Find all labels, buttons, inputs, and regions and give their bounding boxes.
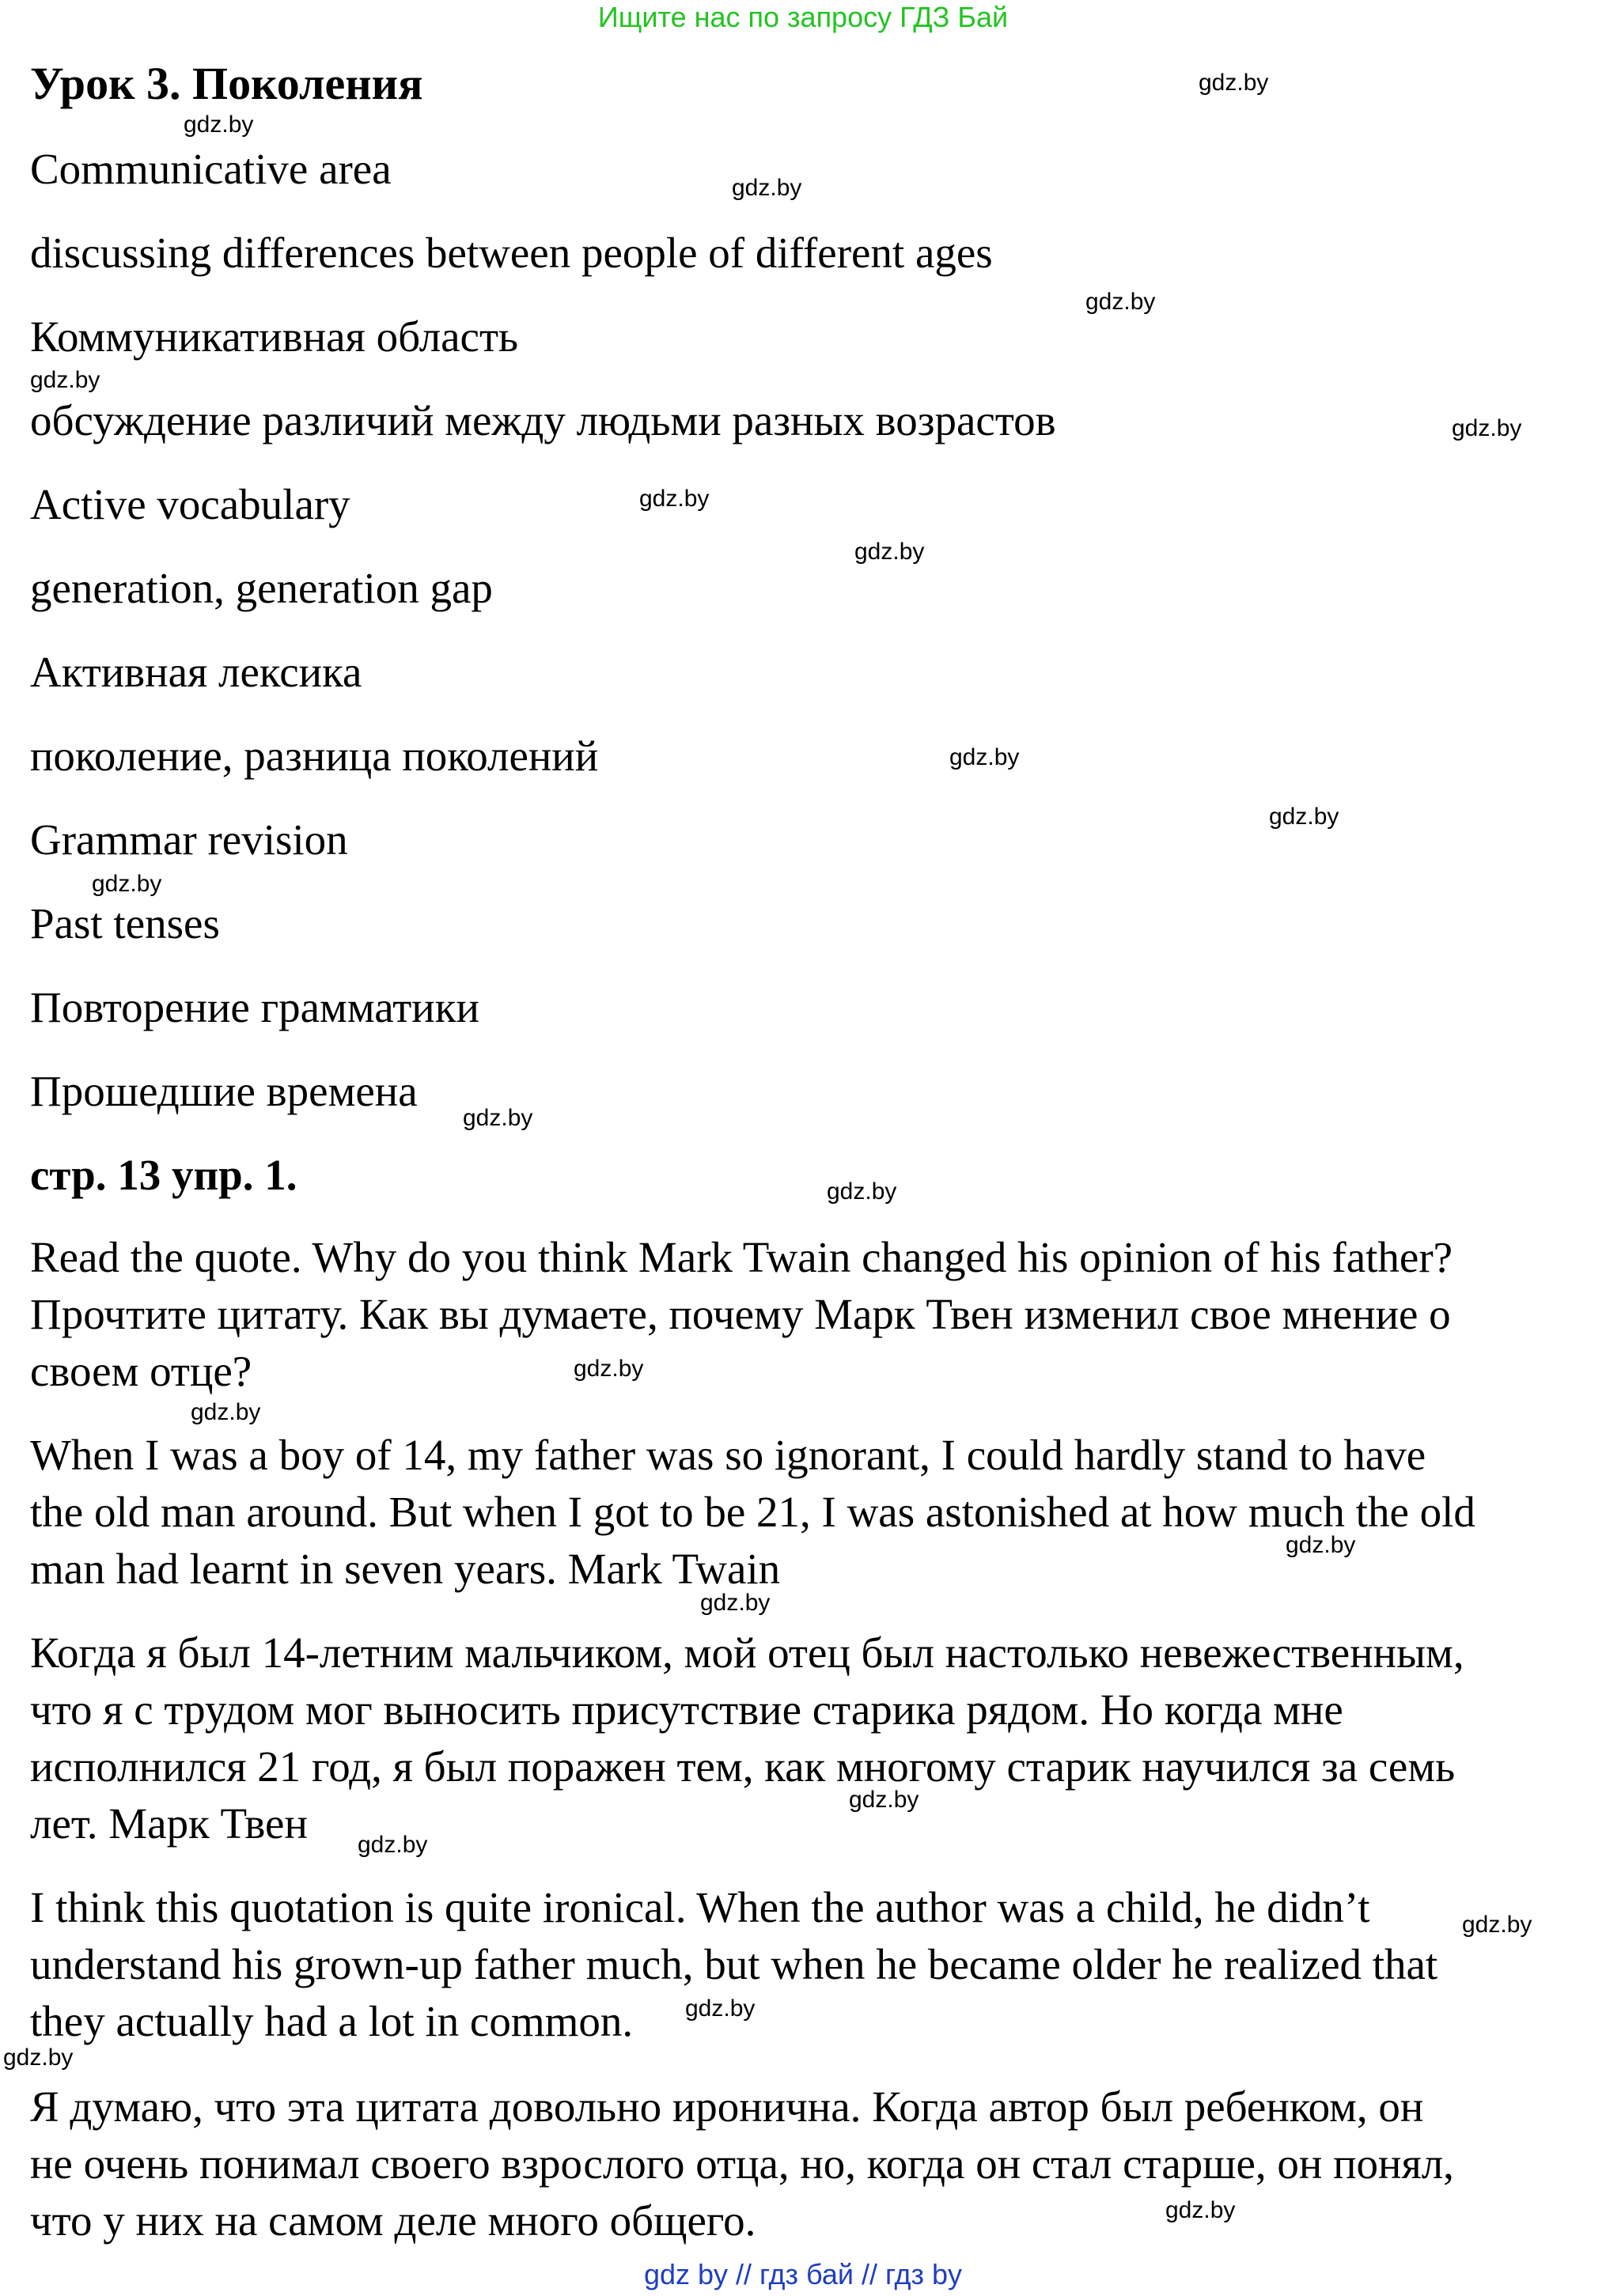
text-line: своем отце? bbox=[30, 1347, 252, 1395]
active-vocabulary-text: generation, generation gap bbox=[30, 564, 493, 612]
watermark: gdz.by bbox=[827, 1178, 897, 1205]
text-line: man had learnt in seven years. Mark Twain bbox=[30, 1545, 781, 1593]
watermark: gdz.by bbox=[1286, 1532, 1356, 1558]
answer-english bbox=[30, 1879, 1437, 2050]
watermark: gdz.by bbox=[30, 367, 100, 393]
quote-russian bbox=[30, 1625, 1464, 1852]
watermark: gdz.by bbox=[732, 175, 802, 201]
text-line: Я думаю, что эта цитата довольно иронична. Когда автор был ребенком, он bbox=[30, 2082, 1424, 2131]
watermark: gdz.by bbox=[1165, 2197, 1236, 2223]
watermark: gdz.by bbox=[1462, 1912, 1532, 1938]
text-line: I think this quotation is quite ironical. When the author was a child, he didn’t bbox=[30, 1883, 1370, 1931]
exercise-heading: стр. 13 упр. 1. bbox=[30, 1151, 297, 1199]
watermark: gdz.by bbox=[700, 1590, 771, 1616]
grammar-revision-heading: Grammar revision bbox=[30, 815, 348, 864]
quote-english bbox=[30, 1427, 1475, 1598]
text-line: что у них на самом деле много общего. bbox=[30, 2196, 756, 2245]
text-line: Read the quote. Why do you think Mark Twain changed his opinion of his father? bbox=[30, 1233, 1453, 1281]
watermark: gdz.by bbox=[3, 2044, 74, 2071]
text-line: Когда я был 14-летним мальчиком, мой отец был настолько невежественным, bbox=[30, 1628, 1464, 1677]
watermark: gdz.by bbox=[685, 1995, 756, 2022]
text-line: Прочтите цитату. Как вы думаете, почему Марк Твен изменил свое мнение о bbox=[30, 1290, 1451, 1338]
communicative-area-heading-ru: Коммуникативная область bbox=[30, 312, 519, 361]
text-line: что я с трудом мог выносить присутствие старика рядом. Но когда мне bbox=[30, 1685, 1343, 1734]
watermark: gdz.by bbox=[1199, 70, 1269, 96]
watermark: gdz.by bbox=[949, 744, 1020, 770]
grammar-revision-heading-ru: Повторение грамматики bbox=[30, 983, 479, 1031]
text-line: лет. Марк Твен bbox=[30, 1799, 308, 1848]
active-vocabulary-heading: Active vocabulary bbox=[30, 480, 350, 528]
watermark: gdz.by bbox=[358, 1832, 428, 1858]
watermark: gdz.by bbox=[92, 871, 162, 897]
text-line: understand his grown-up father much, but when he became older he realized that bbox=[30, 1940, 1438, 1988]
active-vocabulary-text-ru: поколение, разница поколений bbox=[30, 732, 599, 780]
watermark: gdz.by bbox=[1085, 289, 1156, 315]
top-banner: Ищите нас по запросу ГДЗ Бай bbox=[597, 1, 1009, 33]
text-line: When I was a boy of 14, my father was so ignorant, I could hardly stand to have bbox=[30, 1431, 1426, 1479]
lesson-title: Урок 3. Поколения bbox=[30, 58, 423, 109]
watermark: gdz.by bbox=[574, 1356, 644, 1382]
active-vocabulary-heading-ru: Активная лексика bbox=[30, 648, 362, 696]
grammar-revision-text-ru: Прошедшие времена bbox=[30, 1067, 418, 1115]
watermark: gdz.by bbox=[184, 112, 254, 138]
text-line: they actually had a lot in common. bbox=[30, 1997, 634, 2045]
watermark: gdz.by bbox=[1269, 804, 1339, 830]
communicative-area-text-ru: обсуждение различий между людьми разных возрастов bbox=[30, 396, 1056, 444]
watermark: gdz.by bbox=[191, 1399, 261, 1425]
answer-russian bbox=[30, 2079, 1454, 2249]
text-line: исполнился 21 год, я был поражен тем, как многому старик научился за семь bbox=[30, 1742, 1456, 1791]
watermark: gdz.by bbox=[849, 1787, 919, 1813]
watermark: gdz.by bbox=[854, 539, 925, 565]
grammar-revision-text: Past tenses bbox=[30, 899, 220, 948]
footer: gdz by // гдз бай // гдз by bbox=[643, 2258, 963, 2290]
text-line: не очень понимал своего взрослого отца, но, когда он стал старше, он понял, bbox=[30, 2139, 1454, 2188]
communicative-area-heading: Communicative area bbox=[30, 145, 392, 193]
text-line: the old man around. But when I got to be 21, I was astonished at how much the old bbox=[30, 1488, 1475, 1536]
communicative-area-text: discussing differences between people of different ages bbox=[30, 229, 993, 277]
watermark: gdz.by bbox=[463, 1105, 533, 1131]
watermark: gdz.by bbox=[1452, 415, 1522, 441]
task-paragraph bbox=[30, 1229, 1453, 1400]
watermark: gdz.by bbox=[639, 486, 710, 512]
